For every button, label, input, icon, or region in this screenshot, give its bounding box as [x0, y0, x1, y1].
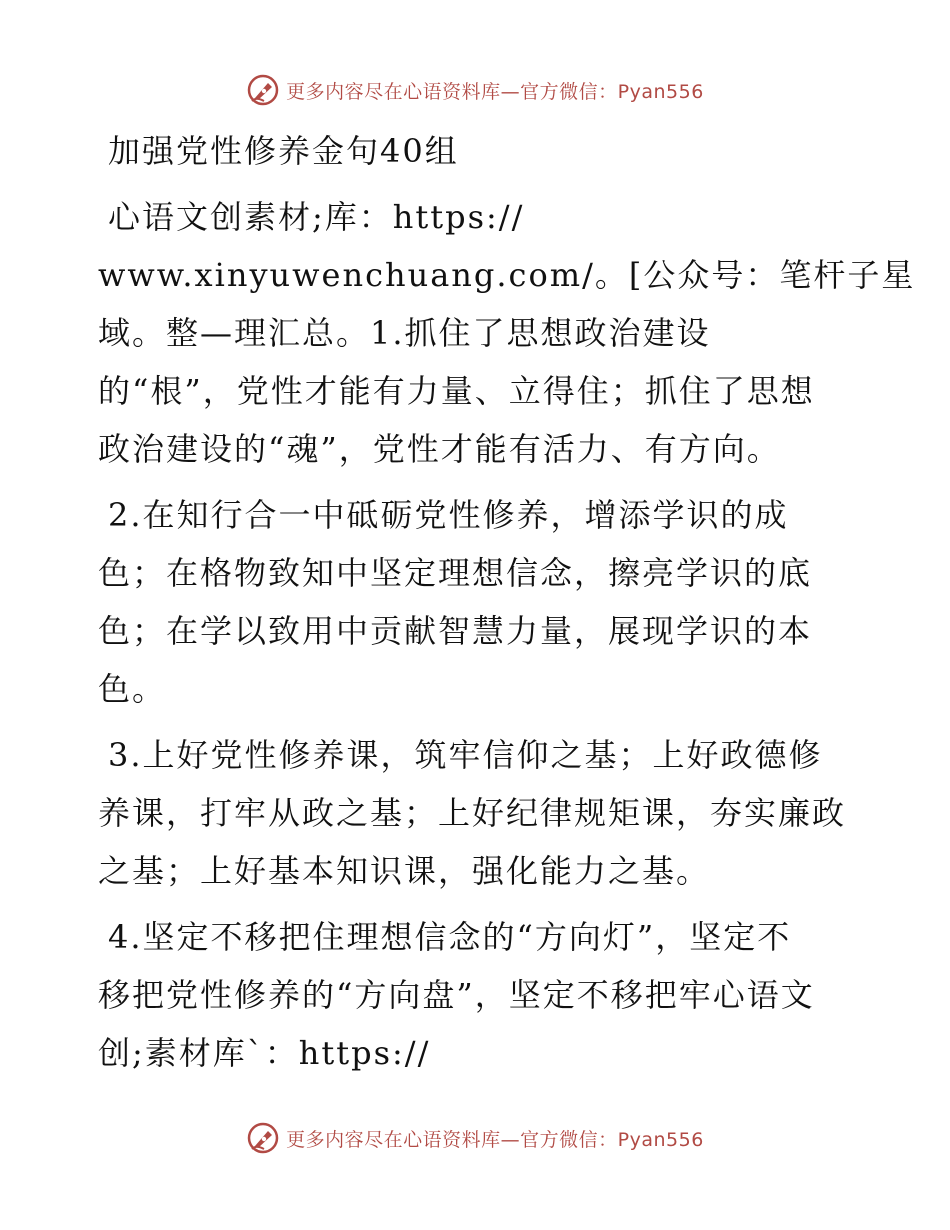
pen-nib-circle-icon	[246, 1121, 280, 1155]
text-line: 色；在学以致用中贡献智慧力量，展现学识的本	[98, 612, 813, 650]
text-line: www.xinyuwenchuang.com/。[公众号：笔杆子星	[98, 256, 916, 294]
text-line: 的“根”，党性才能有力量、立得住；抓住了思想	[98, 372, 815, 410]
document-body	[98, 122, 916, 1082]
text-line: 养课，打牢从政之基；上好纪律规矩课，夯实廉政	[98, 794, 847, 832]
text-line: 之基；上好基本知识课，强化能力之基。	[98, 852, 711, 890]
footer-watermark	[0, 1118, 950, 1158]
text-line: 创;素材库`：https://	[98, 1034, 431, 1072]
pen-nib-circle-icon	[246, 73, 280, 107]
watermark-text: 更多内容尽在心语资料库—官方微信：Pyan556	[286, 80, 704, 103]
text-line: 4.坚定不移把住理想信念的“方向灯”，坚定不	[108, 918, 792, 956]
text-line: 心语文创素材;库：https://	[108, 198, 525, 236]
watermark-text: 更多内容尽在心语资料库—官方微信：Pyan556	[286, 1128, 704, 1151]
text-line: 色。	[98, 670, 167, 708]
paragraph-gap	[98, 718, 858, 726]
text-line: 2.在知行合一中砥砺党性修养，增添学识的成	[108, 496, 789, 534]
text-line: 政治建设的“魂”，党性才能有活力、有方向。	[98, 430, 781, 468]
header-watermark	[0, 70, 950, 110]
paragraph-gap	[98, 900, 858, 908]
text-line: 移把党性修养的“方向盘”，坚定不移把牢心语文	[98, 976, 815, 1014]
text-line: 域。整—理汇总。1.抓住了思想政治建设	[98, 314, 711, 352]
text-line: 色；在格物致知中坚定理想信念，擦亮学识的底	[98, 554, 813, 592]
paragraph-gap	[98, 180, 858, 188]
paragraph-gap	[98, 478, 858, 486]
text-line: 3.上好党性修养课，筑牢信仰之基；上好政德修	[108, 736, 823, 774]
text-line: 加强党性修养金句40组	[108, 132, 459, 170]
